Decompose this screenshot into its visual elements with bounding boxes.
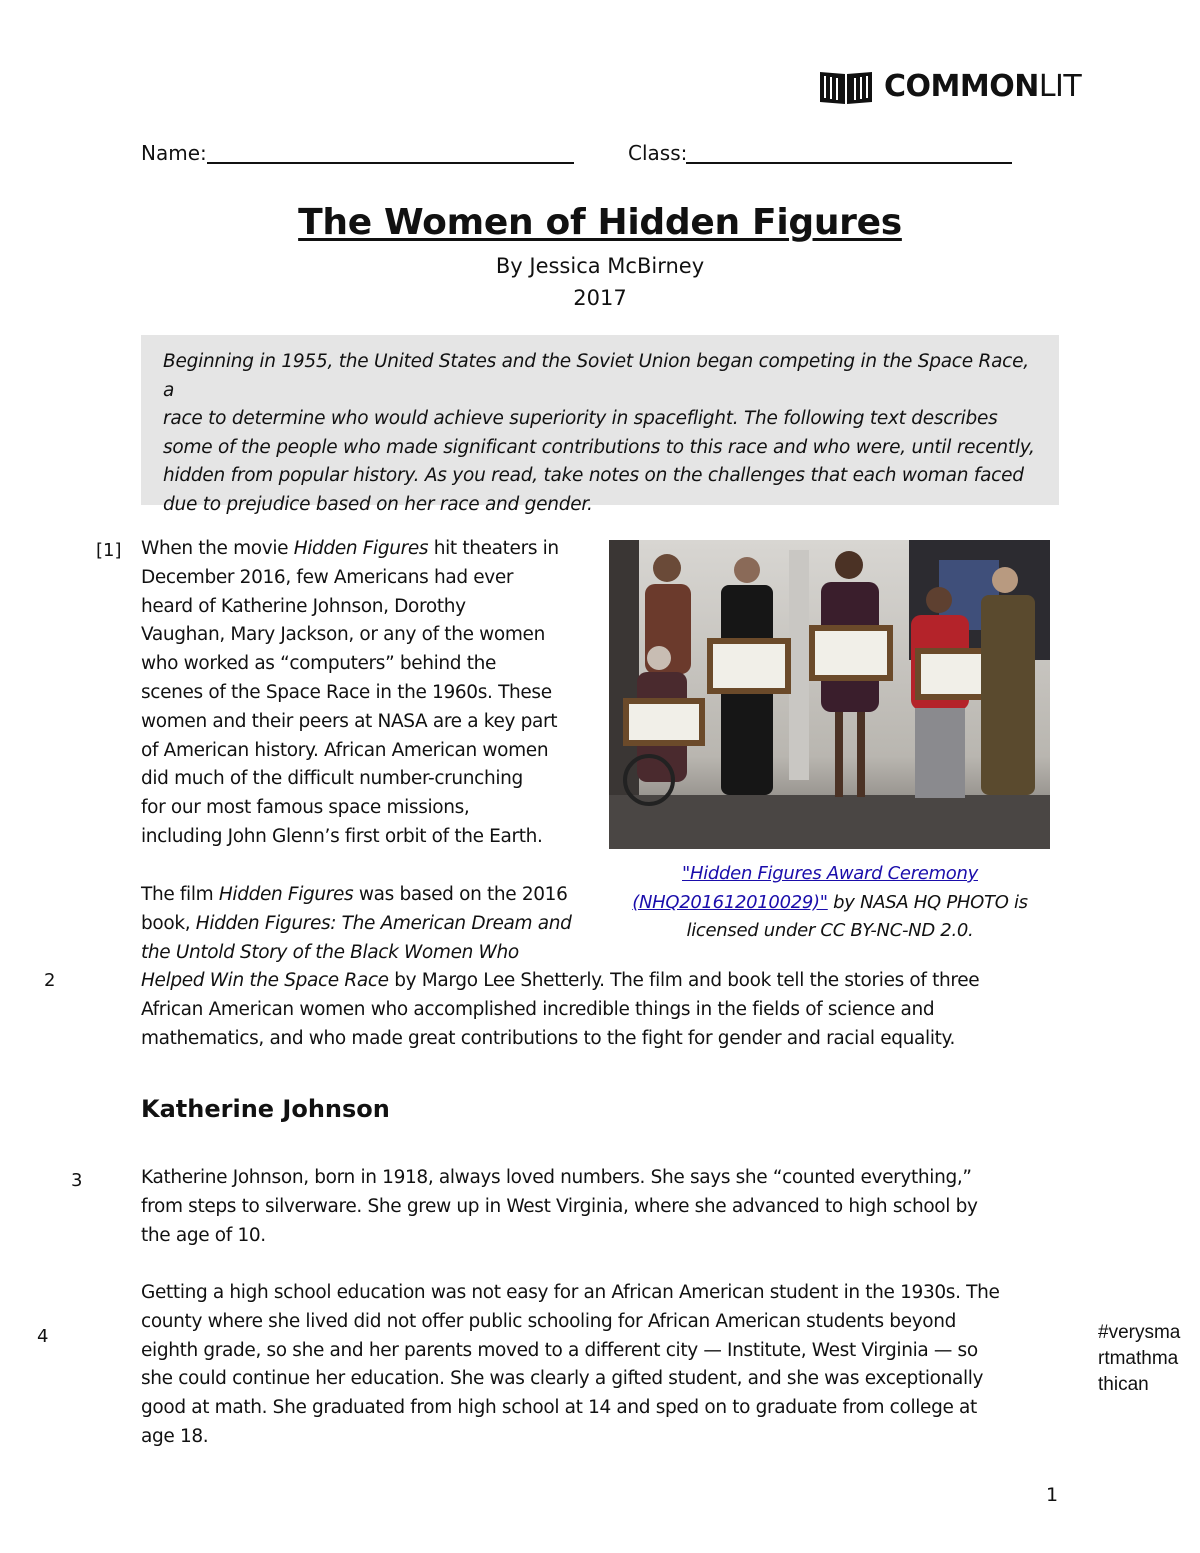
annotation-line: #verysma (1098, 1322, 1181, 1343)
paragraph-line: women and their peers at NASA are a key part (141, 710, 558, 732)
paragraph-line: from steps to silverware. She grew up in West Virginia, where she advanced to high school by (141, 1195, 978, 1217)
paragraph-number: 4 (37, 1326, 49, 1347)
paragraph-line: heard of Katherine Johnson, Dorothy (141, 595, 466, 617)
paragraph-number: 3 (71, 1170, 83, 1191)
award-ceremony-photo (609, 540, 1050, 849)
class-line[interactable] (686, 162, 1012, 164)
paragraph-line: scenes of the Space Race in the 1960s. These (141, 681, 552, 703)
open-book-icon (818, 68, 874, 106)
paragraph-line: eighth grade, so she and her parents moved to a different city — Institute, West Virginia — so (141, 1339, 978, 1361)
publication-year: 2017 (573, 286, 627, 310)
paragraph-line: of American history. African American women (141, 739, 549, 761)
class-label: Class: (628, 141, 688, 165)
intro-line: some of the people who made significant contributions to this race and who were, until recently, (163, 436, 1035, 458)
paragraph-line: Helped Win the Space Race by Margo Lee Shetterly. The film and book tell the stories of three (141, 970, 980, 991)
section-heading: Katherine Johnson (141, 1095, 390, 1123)
paragraph-line: The film Hidden Figures was based on the 2016 (141, 884, 568, 905)
commonlit-logo (818, 66, 1082, 108)
paragraph-line: did much of the difficult number-crunching (141, 768, 523, 790)
intro-box (141, 335, 1059, 515)
intro-line: hidden from popular history. As you read, take notes on the challenges that each woman faced (163, 465, 1024, 487)
paragraph-1 (141, 535, 601, 852)
intro-line: Beginning in 1955, the United States and the Soviet Union began competing in the Space Race, a (163, 351, 1029, 401)
paragraph-line: African American women who accomplished incredible things in the fields of science and (141, 998, 935, 1020)
name-line[interactable] (207, 162, 574, 164)
paragraph-number: [1] (96, 540, 122, 561)
paragraph-2-top (141, 881, 601, 967)
caption-license: licensed under CC BY-NC-ND 2.0. (686, 920, 974, 941)
paragraph-line: December 2016, few Americans had ever (141, 566, 514, 588)
photo-caption (600, 860, 1060, 946)
paragraph-line: Katherine Johnson, born in 1918, always loved numbers. She says she “counted everything,” (141, 1167, 972, 1188)
photo-source-link-cont[interactable]: (NHQ201612010029)" (632, 891, 828, 913)
margin-annotation (1098, 1320, 1180, 1398)
byline: By Jessica McBirney (495, 254, 705, 278)
annotation-line: thican (1098, 1374, 1149, 1395)
caption-credit: by NASA HQ PHOTO is (827, 891, 1028, 913)
intro-line: due to prejudice based on her race and gender. (163, 493, 593, 515)
paragraph-number: 2 (44, 970, 56, 991)
paragraph-line: she could continue her education. She was clearly a gifted student, and she was exceptionally (141, 1368, 984, 1390)
document-title: The Women of Hidden Figures (298, 202, 902, 243)
paragraph-line: who worked as “computers” behind the (141, 653, 497, 675)
paragraph-line: age 18. (141, 1425, 209, 1447)
photo-source-link[interactable]: "Hidden Figures Award Ceremony (682, 863, 978, 884)
paragraph-4 (141, 1279, 1081, 1452)
paragraph-line: the age of 10. (141, 1224, 266, 1246)
paragraph-line: When the movie Hidden Figures hit theaters in (141, 538, 559, 559)
paragraph-line: for our most famous space missions, (141, 797, 470, 819)
page-number: 1 (1046, 1484, 1059, 1506)
name-label: Name: (141, 141, 207, 165)
annotation-line: rtmathma (1098, 1348, 1179, 1369)
paragraph-2-bottom (141, 967, 1071, 1053)
brand-name: COMMONLIT (884, 69, 1082, 104)
paragraph-line: Getting a high school education was not easy for an African American student in the 1930s. The (141, 1282, 1000, 1303)
paragraph-line: including John Glenn’s first orbit of the Earth. (141, 825, 543, 847)
paragraph-line: good at math. She graduated from high school at 14 and sped on to graduate from college at (141, 1397, 977, 1419)
paragraph-line: book, Hidden Figures: The American Dream and (141, 912, 572, 934)
paragraph-line: mathematics, and who made great contributions to the fight for gender and racial equality. (141, 1027, 956, 1049)
paragraph-line: the Untold Story of the Black Women Who (141, 941, 519, 963)
paragraph-line: Vaughan, Mary Jackson, or any of the women (141, 624, 545, 646)
paragraph-line: county where she lived did not offer public schooling for African American students beyond (141, 1310, 957, 1332)
paragraph-3 (141, 1164, 1071, 1250)
intro-line: race to determine who would achieve superiority in spaceflight. The following text describes (163, 408, 998, 430)
